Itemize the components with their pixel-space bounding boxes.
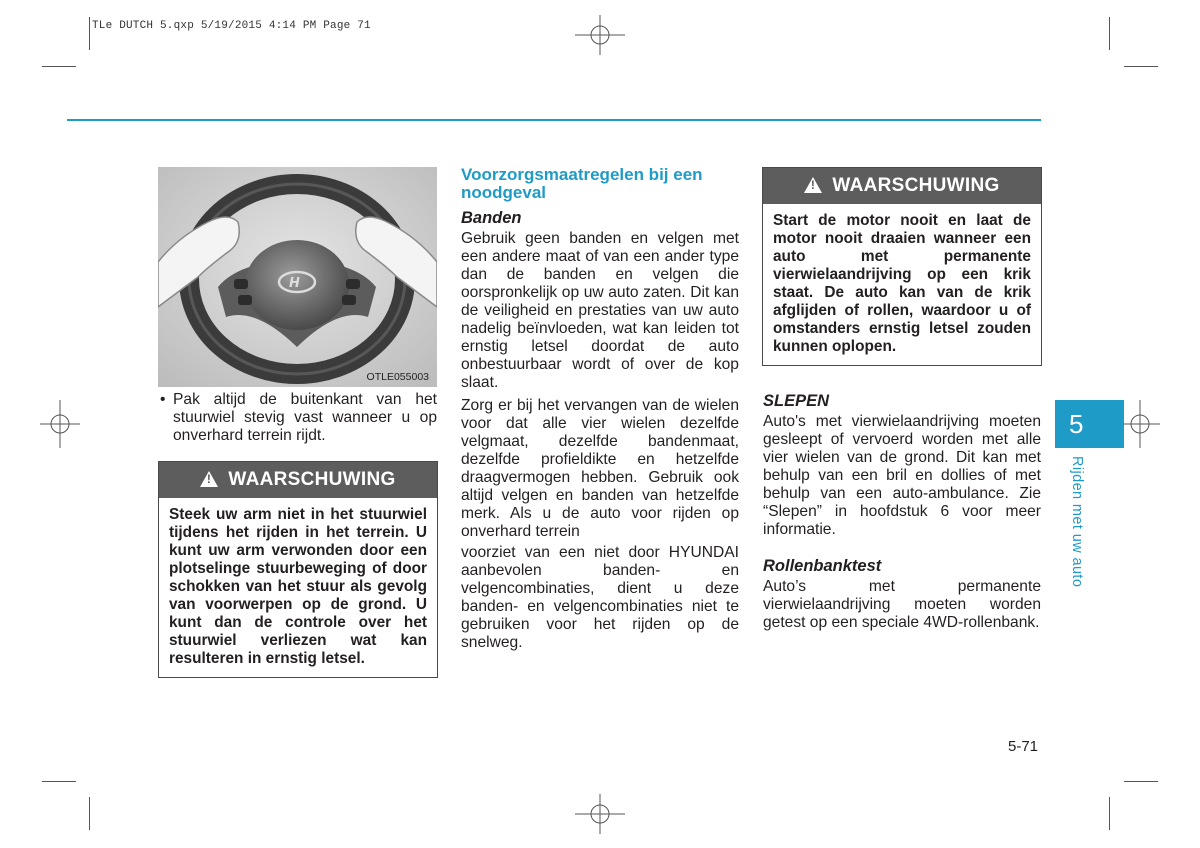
- rollenbanktest-text: Auto’s met permanente vierwielaandrijving moeten worden getest op een speciale 4WD-rollenbank.: [763, 578, 1041, 631]
- bullet-text: Pak altijd de buitenkant van het stuurwiel stevig vast wanneer u op onverhard terrein rijdt.: [173, 391, 437, 444]
- crop-mark: [1109, 797, 1110, 830]
- subhead-slepen: SLEPEN: [763, 392, 830, 410]
- right-column-text: [763, 392, 1041, 632]
- registration-mark-top: [575, 15, 625, 55]
- steering-wheel-drawing: [158, 167, 437, 387]
- warning-box-right: [762, 167, 1042, 366]
- header-rule: [67, 119, 1041, 121]
- crop-mark: [1124, 781, 1158, 782]
- paragraph-2: Zorg er bij het vervangen van de wielen voor dat alle vier wielen dezelfde velgmaat, dezelfde bandenmaat, dezelfde profieldikte en hetzelfde draagvermogen hebben. Gebruik ook altijd velgen en banden van hetzelfde merk. Als u de auto voor rijden op onverhard terrein: [461, 397, 739, 540]
- warning-title: WAARSCHUWING: [228, 469, 396, 490]
- subhead-banden: Banden: [461, 209, 522, 227]
- warning-triangle-icon: [804, 177, 822, 193]
- middle-column: [461, 166, 739, 652]
- svg-text:H: H: [289, 276, 300, 291]
- crop-mark: [42, 66, 76, 67]
- crop-mark: [1124, 66, 1158, 67]
- crop-mark: [89, 17, 90, 50]
- chapter-title-vertical: Rijden met uw auto: [1069, 456, 1085, 588]
- chapter-tab: 5: [1055, 400, 1124, 448]
- subhead-rollenbanktest: Rollenbanktest: [763, 557, 882, 575]
- page-number: 5-71: [1008, 738, 1039, 755]
- registration-mark-left: [40, 400, 80, 448]
- bullet-dot-icon: •: [160, 391, 166, 408]
- registration-mark-right: [1120, 400, 1160, 448]
- paragraph-1: Gebruik geen banden en velgen met een andere maat of van een ander type dan de banden en velgen die oorspronkelijk op uw auto zaten. Dit kan de veiligheid en prestaties van uw auto nadelig beïnvloeden, wat kan leiden tot ernstig letsel doordat de auto onbestuurbaar wordt of over de kop slaat.: [461, 230, 739, 391]
- warning-triangle-icon: [200, 471, 218, 487]
- image-code: OTLE055003: [366, 371, 429, 383]
- crop-mark: [42, 781, 76, 782]
- crop-mark: [1109, 17, 1110, 50]
- warning-box-left: [158, 461, 438, 678]
- section-title: Voorzorgsmaatregelen bij een noodgeval: [461, 165, 703, 202]
- crop-mark: [89, 797, 90, 830]
- print-info: TLe DUTCH 5.qxp 5/19/2015 4:14 PM Page 71: [92, 20, 371, 32]
- paragraph-3: voorziet van een niet door HYUNDAI aanbevolen banden- en velgencombinaties, dient u deze banden- en velgencombinaties niet te gebruiken voor het rijden op de snelweg.: [461, 544, 739, 651]
- warning-body: Steek uw arm niet in het stuurwiel tijdens het rijden in het terrein. U kunt uw arm verwonden door een plotselinge stuurbeweging of door schokken van het stuur als gevolg van voorwerpen op de grond. U kunt dan de controle over het stuurwiel verliezen wat kan resulteren in ernstig letsel.: [169, 506, 427, 667]
- warning-header: [159, 462, 437, 498]
- warning-header: [763, 168, 1041, 204]
- steering-wheel-illustration: [158, 167, 437, 387]
- warning-title: WAARSCHUWING: [832, 175, 1000, 196]
- bullet-item: [158, 391, 437, 445]
- slepen-text: Auto's met vierwielaandrijving moeten gesleept of vervoerd worden met alle vier wielen van de grond. Dit kan met behulp van een bril en dollies of met behulp van een auto-ambulance. Zie “Slepen” in hoofdstuk 6 voor meer informatie.: [763, 413, 1041, 538]
- registration-mark-bottom: [575, 794, 625, 834]
- warning-body: Start de motor nooit en laat de motor nooit draaien wanneer een auto met permanente vierwielaandrijving op een krik staat. De auto kan van de krik afglijden of rollen, waardoor u of omstanders ernstig letsel zouden kunnen oplopen.: [773, 212, 1031, 355]
